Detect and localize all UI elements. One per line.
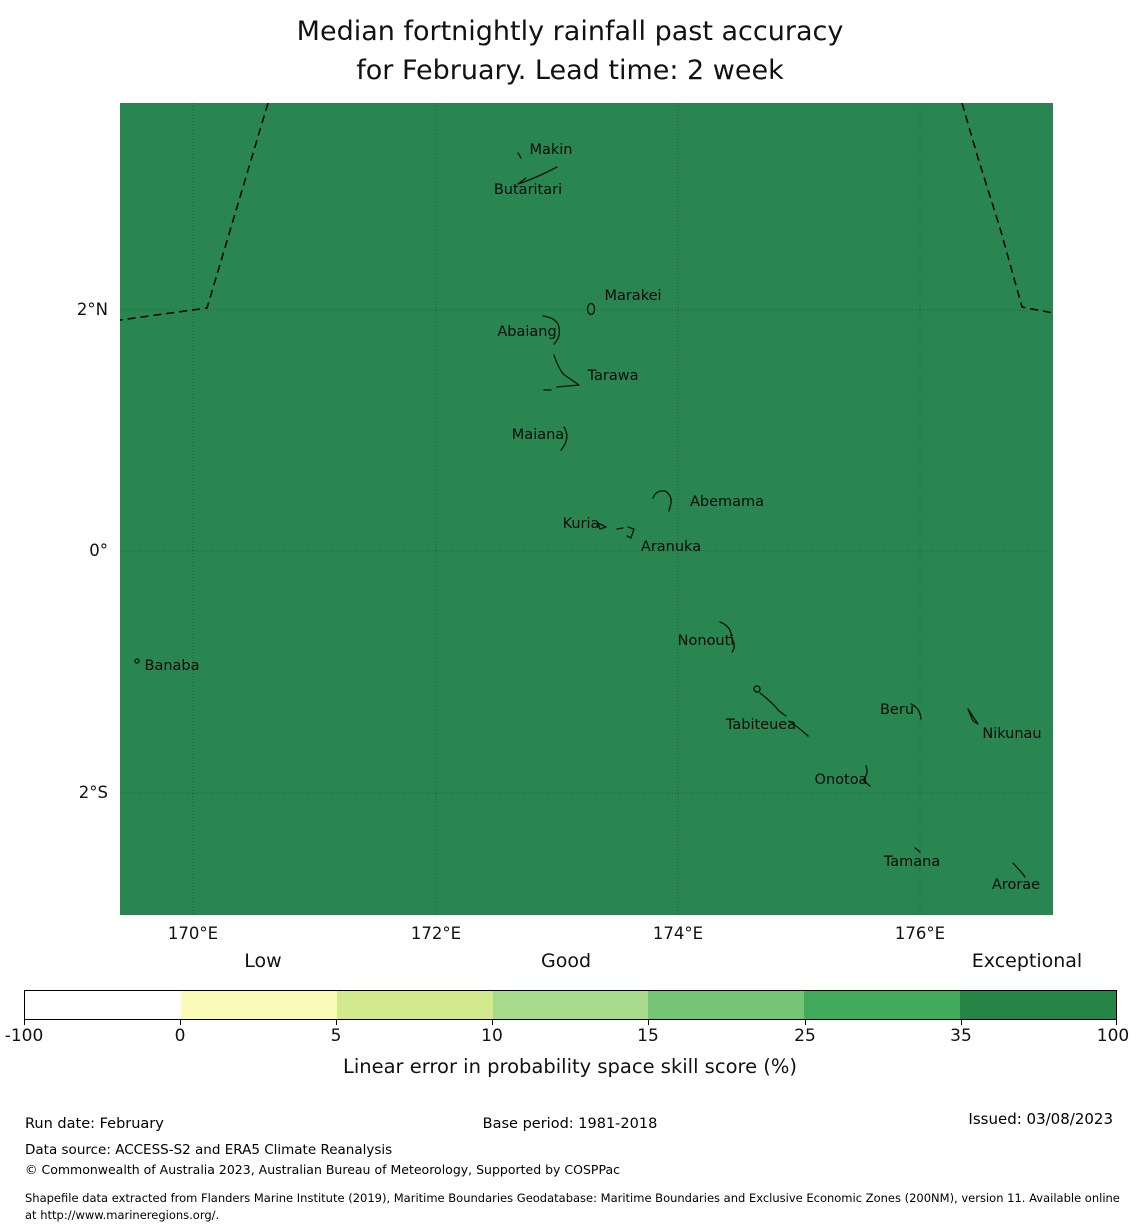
island-nikunau [968,709,978,724]
cbar-label-15: 15 [637,1026,659,1046]
data-source-text: Data source: ACCESS-S2 and ERA5 Climate Reanalysis [25,1142,393,1158]
figure-title-line2: for February. Lead time: 2 week [356,55,784,86]
colorbar-tick [492,1020,493,1025]
copyright-text: © Commonwealth of Australia 2023, Australian Bureau of Meteorology, Supported by COSPPac [25,1162,620,1177]
island-label-abaiang: Abaiang [497,324,557,340]
category-exceptional: Exceptional [971,950,1083,972]
xtick-174e: 174°E [652,924,704,943]
island-label-marakei: Marakei [604,288,662,304]
issued-date-text: Issued: 03/08/2023 [968,1110,1113,1128]
colorbar-axis-label: Linear error in probability space skill score (%) [342,1055,798,1078]
colorbar-segment-1 [25,991,181,1019]
island-label-butaritari: Butaritari [493,182,563,198]
cbar-label-10: 10 [481,1026,503,1046]
ytick-2s: 2°S [78,783,108,802]
colorbar-segment-6 [804,991,960,1019]
ytick-0: 0° [89,541,108,560]
map-canvas [120,103,1053,915]
figure-title-line1: Median fortnightly rainfall past accuracy [296,16,844,47]
island-labels [145,142,1042,893]
island-label-beru: Beru [879,702,915,718]
cbar-label-5: 5 [330,1026,342,1046]
colorbar [24,990,1117,1020]
island-marakei [588,304,595,315]
island-label-banaba: Banaba [144,658,200,674]
island-aranuka [617,527,634,538]
island-label-tarawa: Tarawa [587,368,639,384]
island-outlines [135,153,1025,877]
island-tamana [915,848,920,852]
colorbar-tick [336,1020,337,1025]
cbar-label-100: 100 [1096,1026,1130,1046]
colorbar-segment-2 [181,991,337,1019]
cbar-label-35: 35 [950,1026,972,1046]
colorbar-tick [24,1020,25,1025]
island-label-abemama: Abemama [689,494,765,510]
category-good: Good [540,950,592,972]
island-label-nonouti: Nonouti [677,633,735,649]
colorbar-categories [0,950,1140,978]
island-tarawa [544,355,579,390]
island-label-tabiteuea: Tabiteuea [725,717,797,733]
colorbar-tick [180,1020,181,1025]
base-period-text: Base period: 1981-2018 [482,1116,658,1132]
colorbar-tick [1116,1020,1117,1025]
island-label-tamana: Tamana [883,854,941,870]
graticule-lines [120,103,1053,915]
eez-boundary-northeast [962,103,1053,313]
map-panel [120,103,1053,915]
island-label-aranuka: Aranuka [640,539,702,555]
cbar-label-neg100: -100 [4,1026,44,1046]
island-label-nikunau: Nikunau [982,726,1042,742]
colorbar-tick [961,1020,962,1025]
cbar-label-0: 0 [174,1026,186,1046]
colorbar-tick [805,1020,806,1025]
cbar-label-25: 25 [794,1026,816,1046]
colorbar-segment-4 [493,991,649,1019]
xtick-176e: 176°E [894,924,946,943]
island-banaba [135,659,139,663]
colorbar-tick [648,1020,649,1025]
colorbar-segment-7 [960,991,1116,1019]
island-label-kuria: Kuria [562,516,600,532]
island-label-makin: Makin [529,142,573,158]
colorbar-segment-5 [648,991,804,1019]
island-makin [518,153,521,158]
xtick-172e: 172°E [410,924,462,943]
island-abemama [653,491,671,511]
ytick-2n: 2°N [76,300,108,319]
island-label-maiana: Maiana [511,427,565,443]
island-label-onotoa: Onotoa [814,772,868,788]
island-arorae [1013,863,1025,877]
figure-title [0,12,1140,90]
eez-boundary-northwest [120,103,268,320]
island-label-arorae: Arorae [991,877,1041,893]
xtick-170e: 170°E [167,924,219,943]
category-low: Low [244,950,282,972]
run-date-text: Run date: February [25,1116,164,1132]
shapefile-note: Shapefile data extracted from Flanders Marine Institute (2019), Maritime Boundaries Geodatabase: Maritime Boundaries and Exclusive Economic Zones (200NM), version 11. Available online at http://www.marineregions.org/. [25,1191,1120,1222]
colorbar-segment-3 [337,991,493,1019]
